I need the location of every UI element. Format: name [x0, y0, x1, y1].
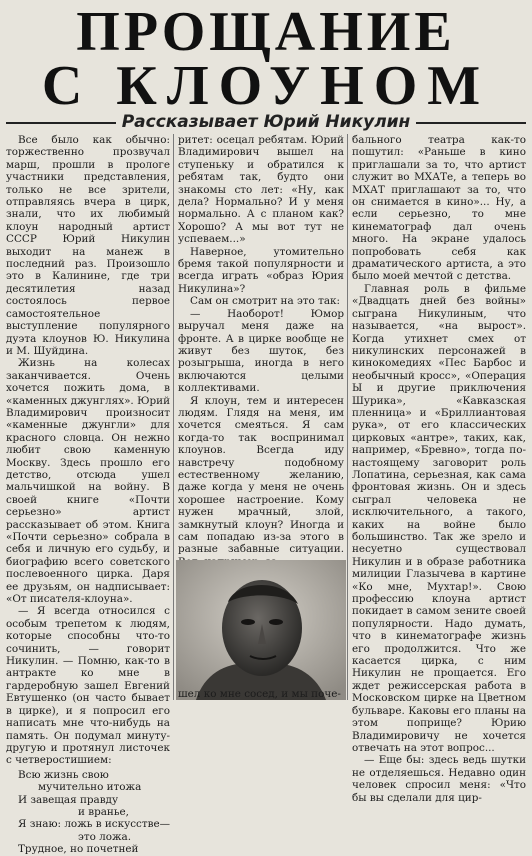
poem-line: и вранье,	[78, 805, 129, 818]
subtitle: Рассказывает Юрий Никулин	[121, 112, 411, 132]
paragraph: ритет: осецал ребятам. Юрий Владимирович вышел на ступеньку и обратился к ребятам так, будто они знакомы сто лет: «Ну, как дела? Нормально? И у меня нормально. А с планом как? Хорошо? А мы вот тут не успеваем...»	[178, 134, 344, 246]
poem-quote	[18, 769, 170, 856]
paragraph: Я клоун, тем и интересен людям. Глядя на меня, им хочется смеяться. Я сам когда-то так воспринимал клоунов. Всегда иду навстречу подобному естественному желанию, даже когда у меня не очень хорошее настроение. Кому нужен мрачный, злой, замкнутый клоун? Иногда и сам попадаю из-за этого в разные забавные ситуации.	[178, 394, 344, 556]
paragraph: — Я всегда относился с особым трепетом к людям, которые способны что-то сочинить, — говорит Никулин. — Помню, как-то в антракте ко мне в гардеробную зашел Евгений Евтушенко (он часто бывает в цирке), и я попросил его написать мне что-нибудь на память. Он подумал минуту-другую и протянул листочек с четверостишием:	[6, 605, 170, 767]
poem-line: Я знаю: ложь в искусстве—	[18, 818, 170, 831]
paragraph: бального театра как-то пошутил: «Раньше в кино приглашали за то, что артист служит во МХАТе, а теперь во МХАТ приглашают за то, что он снимается в кино»... Ну, а если серьезно, то мне кинематограф дал очень много. На экране удалось попробовать себя как драматического артиста, а это было моей мечтой с детства.	[352, 134, 526, 283]
paragraph: Жизнь на колесах заканчивается. Очень хочется пожить дома, в «каменных джунглях». Юрий Владимирович произносит «каменные джунгли» для красного словца. Он нежно любит свою каменную Москву. Здесь прошло его детство, отсюда ушел мальчишкой на войну. В своей книге «Почти серьезно» артист рассказывает об этом. Книга «Почти серьезно» собрала в себя и личную его судьбу, и биографию всего советского послевоенного цирка. Даря ее друзьям, он надписывает: «От писателя-клоуна».	[6, 357, 170, 606]
article-column-3	[352, 134, 526, 804]
paragraph: — Еще бы: здесь ведь шутки не отделяешься. Недавно один человек спросил меня: «Что бы вы сделали для цир-	[352, 754, 526, 804]
headline-line-1: ПРОЩАНИЕ	[76, 1, 456, 63]
paragraph: Наверное, утомительно бремя такой популярности и всегда играть «образ Юрия Никулина»?	[178, 245, 344, 295]
poem-line: это ложа.	[78, 830, 132, 843]
subtitle-rule-right	[416, 122, 526, 124]
poem-line: Трудное, но почетней	[18, 843, 139, 856]
paragraph: Сам он смотрит на это так:	[190, 295, 341, 308]
headline-line-2: С КЛОУНОМ	[41, 55, 491, 117]
poem-line: И завещая правду	[18, 793, 119, 806]
column-divider	[173, 134, 174, 700]
paragraph: Все было как обычно: торжественно прозвучал марш, прошли в прологе участники представления, только не все зрители, отправляясь вчера в цирк, знали, что их любимый клоун народный артист СССР Юрий Никулин выходит на манеж в последний раз. Произошло это в Калинине, где три десятилетия назад состоялось первое самостоятельное выступление популярного дуэта клоунов Ю. Никулина и М. Шуйдина.	[6, 134, 170, 357]
paragraph: — Наоборот! Юмор выручал меня даже на фронте. А в цирке вообще не живут без шуток, без розыгрыша, иногда в него включаются целыми коллективами.	[178, 307, 344, 395]
poem-line: Всю жизнь свою	[18, 768, 109, 781]
portrait-illustration	[176, 560, 346, 700]
column-2-continuation: шел ко мне сосед, и мы поче-	[178, 688, 341, 700]
paragraph: Главная роль в фильме «Двадцать дней без войны» сыграна Никулиным, что называется, «на вырост». Когда утихнет смех от никулинских персонажей в кинокомедиях «Пес Барбос и необычный кросс», «Операция Ы и другие приключения Шурика», «Кавказская пленница» и «Бриллиантовая рука», от его классических цирковых «антре», таких, как, например, «Бревно», тогда по-настоящему заговорит роль Лопатина, серьезная, как сама фронтовая жизнь. Он и здесь сыграл человека не исключительного, а такого, каких на войне было большинство. Так же зрело и несуетно существовал Никулин и в образе работника милиции Глазычева в картине «Ко мне, Мухтар!». Свою профессию клоуна артист покидает в самом зените своей популярности. Надо думать, что в кинематографе жизнь его продолжится. Что же касается цирка, с ним Никулин не прощается. Его ждет режиссерская работа в Московском цирке на Цветном бульваре. Каковы его планы на этом поприще? Юрию Владимировичу не хочется отвечать на этот вопрос...	[352, 282, 526, 754]
portrait-photo	[176, 560, 346, 700]
poem-line: мучительно итожа	[38, 781, 142, 794]
article-column-2	[178, 134, 344, 554]
column-divider	[347, 134, 348, 700]
article-column-1	[6, 134, 170, 856]
